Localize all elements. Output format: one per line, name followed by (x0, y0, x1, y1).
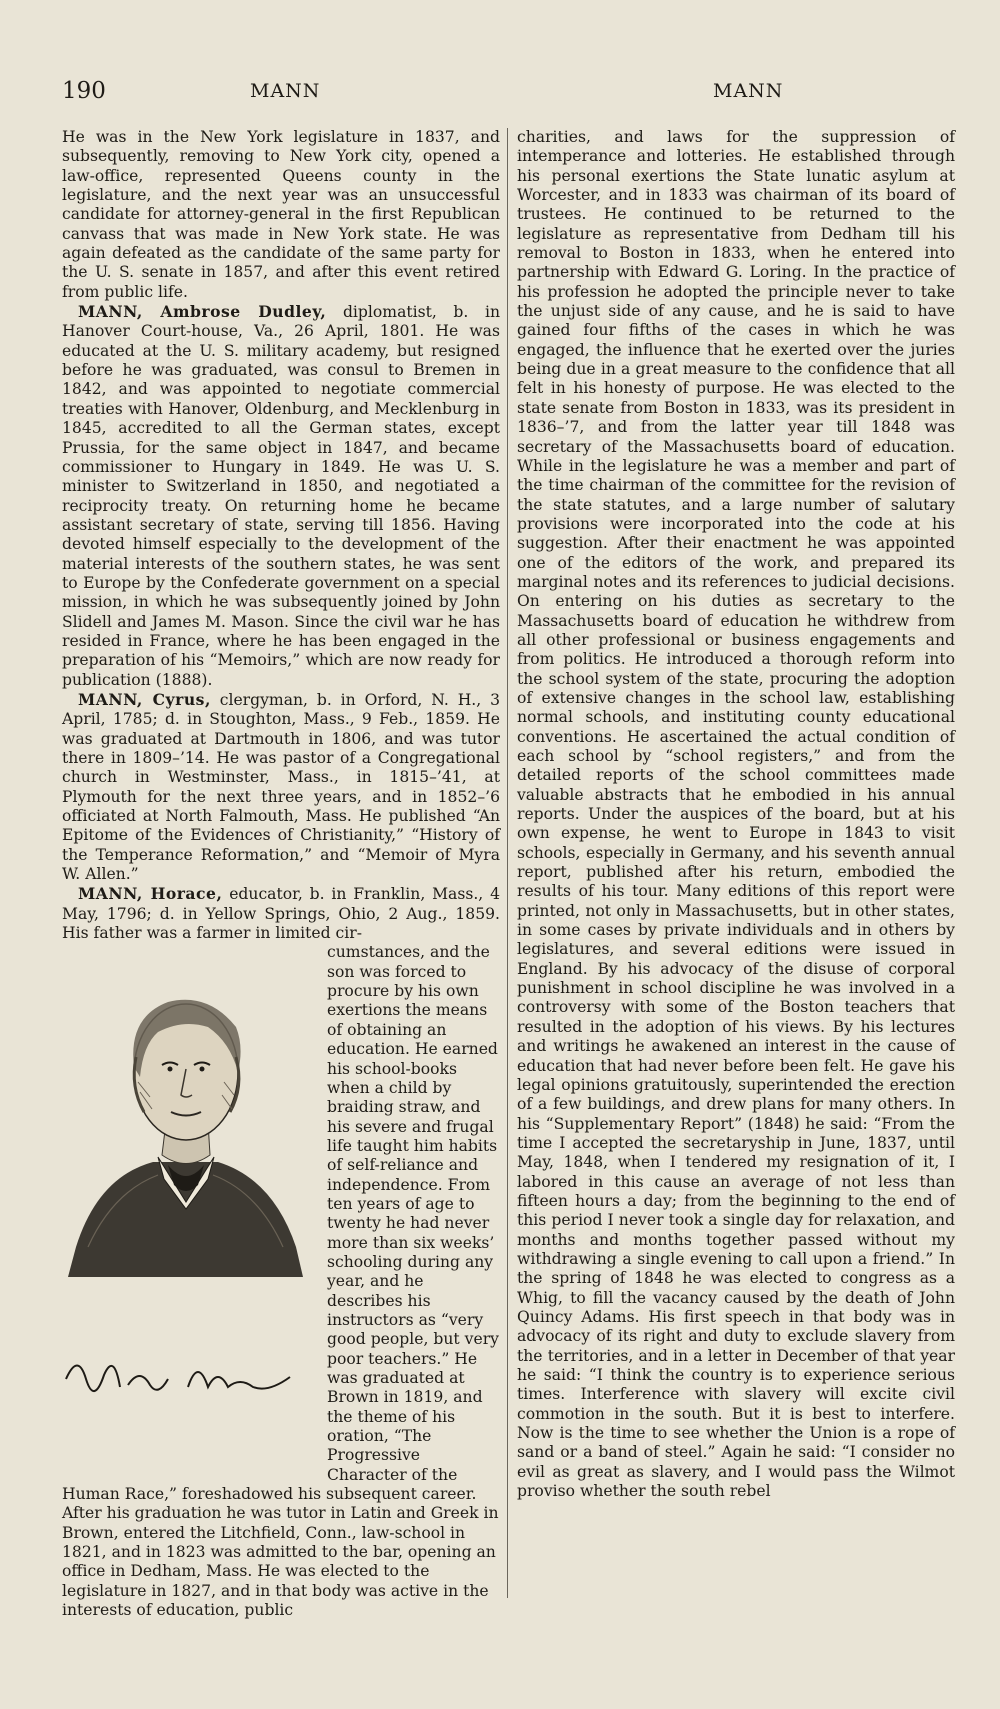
left-column (62, 128, 500, 1620)
engraved-portrait-icon (58, 947, 313, 1467)
entry-text-cyrus: clergyman, b. in Orford, N. H., 3 April, 1785; d. in Stoughton, Mass., 9 Feb., 1859. He was graduated at Dartmouth in 1806, and was tutor there in 1809–’14. He was pastor of a Congregational church in Westminster, Mass., in 1815–’41, at Plymouth for the next three years, and in 1852–’6 officiated at North Falmouth, Mass. He published “An Epitome of the Evidences of Christianity,” “History of the Temperance Reformation,” and “Memoir of Myra W. Allen.” (62, 690, 500, 884)
entry-text-ambrose: diplomatist, b. in Hanover Court-house, Va., 26 April, 1801. He was educated at the U. S. military academy, but resigned before he was graduated, was consul to Bremen in 1842, and was appointed to negotiate commercial treaties with Hanover, Oldenburg, and Mecklenburg in 1845, accredited to all the German states, except Prussia, for the same object in 1847, and became commissioner to Hungary in 1849. He was U. S. minister to Switzerland in 1850, and negotiated a reciprocity treaty. On returning home he became assistant secretary of state, serving till 1856. Having devoted himself especially to the development of the material interests of the southern states, he was sent to Europe by the Confederate government on a special mission, in which he was subsequently joined by John Slidell and James M. Mason. Since the civil war he has resided in France, where he has been engaged in the preparation of his “Memoirs,” which are now ready for publication (1888). (62, 303, 500, 689)
entry-continuation: He was in the New York legislature in 1837, and subsequently, removing to New York city, opened a law-office, represented Queens county in the legislature, and the next year was an unsuccessful candidate for attorney-general in the first Republican canvass that was made in New York state. He was again defeated as the candidate of the same party for the U. S. senate in 1857, and after this event retired from public life. (62, 128, 500, 301)
headword-ambrose: MANN, Ambrose Dudley, (78, 302, 327, 322)
portrait-engraving (58, 947, 313, 1467)
running-head-left: MANN (250, 80, 321, 102)
entry-ambrose-mann (62, 302, 500, 690)
entry-horace-mann (62, 884, 500, 943)
running-header (0, 78, 1000, 108)
column-divider (507, 128, 508, 1598)
entry-horace-continuation: charities, and laws for the suppression of intemperance and lotteries. He established through his personal exertions the State lunatic asylum at Worcester, and in 1833 was chairman of its board of trustees. He continued to be returned to the legislature as representative from Dedham till his removal to Boston in 1833, when he entered into partnership with Edward G. Loring. In the practice of his profession he adopted the principle never to take the unjust side of any cause, and he is said to have gained four fifths of the cases in which he was engaged, the influence that he exerted over the juries being due in a great measure to the confidence that all felt in his honesty of purpose. He was elected to the state senate from Boston in 1833, was its president in 1836–’7, and from the latter year till 1848 was secretary of the Massachusetts board of education. While in the legislature he was a member and part of the time chairman of the committee for the revision of the state statutes, and a large number of salutary provisions were incorporated into the code at his suggestion. After their enactment he was appointed one of the editors of the work, and prepared its marginal notes and its references to judicial decisions. On entering on his duties as secretary to the Massachusetts board of education he withdrew from all other professional or business engagements and from politics. He introduced a thorough reform into the school system of the state, procuring the adoption of extensive changes in the school law, establishing normal schools, and instituting county educational conventions. He ascertained the actual condition of each school by “school registers,” and from the detailed reports of the school committees made valuable abstracts that he embodied in his annual reports. Under the auspices of the board, but at his own expense, he went to Europe in 1843 to visit schools, especially in Germany, and his seventh annual report, published after his return, embodied the results of his tour. Many editions of this report were printed, not only in Massachusetts, but in other states, in some cases by private individuals and in others by legislatures, and several editions were issued in England. By his advocacy of the disuse of corporal punishment in school discipline he was involved in a controversy with some of the Boston teachers that resulted in the adoption of his views. By his lectures and writings he awakened an interest in the cause of education that had never before been felt. He gave his legal opinions gratuitously, superintended the erection of a few buildings, and drew plans for many others. In his “Supplementary Report” (1848) he said: “From the time I accepted the secretaryship in June, 1837, until May, 1848, when I tendered my resignation of it, I labored in this cause an average of not less than fifteen hours a day; from the beginning to the end of this period I never took a single day for relaxation, and months and months together passed without my withdrawing a single evening to call upon a friend.” In the spring of 1848 he was elected to congress as a Whig, to fill the vacancy caused by the death of John Quincy Adams. His first speech in that body was in advocacy of its right and duty to exclude slavery from the territories, and in a letter in December of that year he said: “I think the country is to experience serious times. Interference with slavery will excite civil commotion in the south. But it is best to interfere. Now is the time to see whether the Union is a rope of sand or a band of steel.” Again he said: “I consider no evil as great as slavery, and I would pass the Wilmot proviso whether the south rebel (517, 128, 955, 1501)
entry-text-horace-1: educator, b. in Franklin, Mass., 4 May, 1796; d. in Yellow Springs, Ohio, 2 Aug., 1859. His father was a farmer in limited cir- (62, 885, 500, 943)
headword-cyrus: MANN, Cyrus, (78, 689, 211, 709)
page-number: 190 (62, 78, 106, 104)
entry-cyrus-mann (62, 690, 500, 884)
right-column (517, 128, 955, 1501)
headword-horace: MANN, Horace, (78, 884, 223, 904)
running-head-right: MANN (713, 80, 784, 102)
entry-text-horace-2: cumstances, and the son was forced to procure by his own exertions the means of obtaining an education. He earned his school-books when a child by braiding straw, and his severe and frugal life taught him habits of self-reliance and independence. From ten years of age to twenty he had never more than six weeks’ schooling during any year, and he describes his instructors as “very good people, but very poor teachers.” He was graduated at Brown in 1819, and the theme of his oration, “The Progressive Character of the Human Race,” foreshadowed his subsequent career. After his graduation he was tutor in Latin and Greek in Brown, entered the Litchfield, Conn., law-school in 1821, and in 1823 was admitted to the bar, opening an office in Dedham, Mass. He was elected to the legislature in 1827, and in that body was active in the interests of education, public (62, 943, 499, 1620)
